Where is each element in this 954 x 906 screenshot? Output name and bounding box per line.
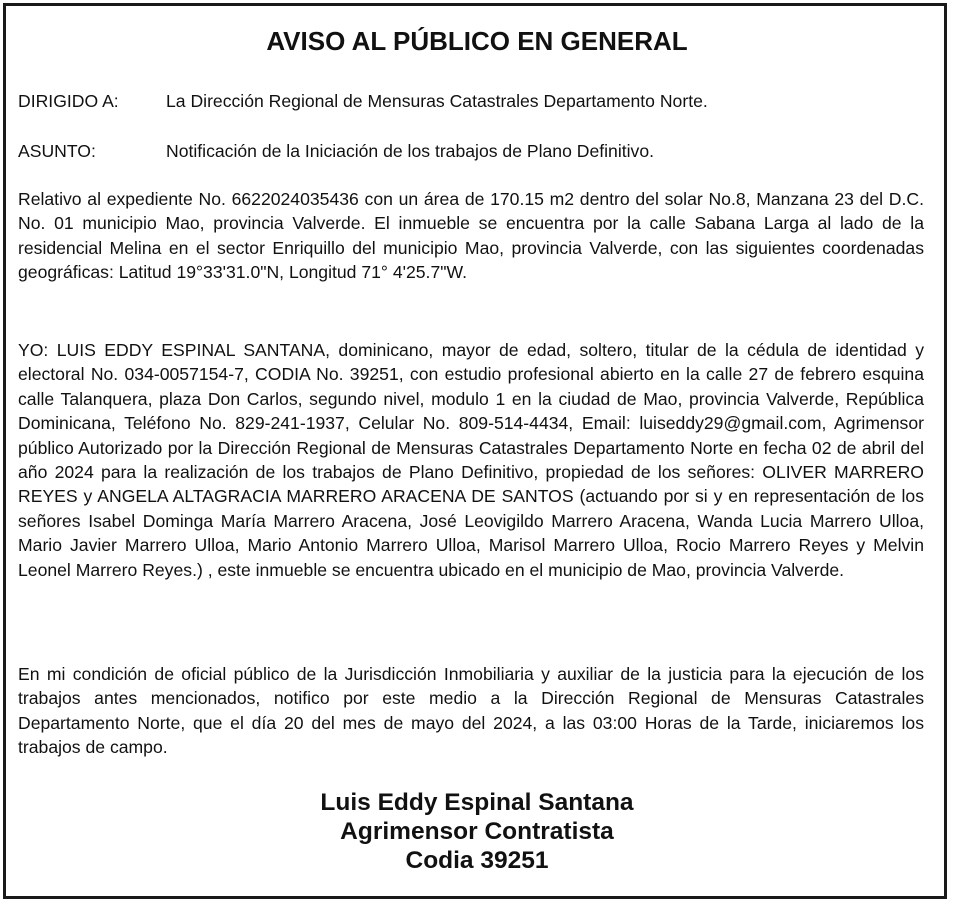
paragraph-expediente: Relativo al expediente No. 6622024035436 con un área de 170.15 m2 dentro del solar No.8, Manzana 23 del D.C. No. 01 municipio Mao, provincia Valverde. El inmueble se encuentra por la calle Sabana Larga al lado de la residencial Melina en el sector Enriquillo del municipio Mao, provincia Valverde, con las siguientes coordenadas geográficas: Latitud 19°33'31.0"N, Longitud 71° 4'25.7"W. — [18, 189, 924, 283]
addressed-label: DIRIGIDO A: — [18, 91, 119, 111]
paragraph-notification: En mi condición de oficial público de la Jurisdicción Inmobiliaria y auxiliar de la justicia para la ejecución de los trabajos antes mencionados, notifico por este medio a la Dirección Regional de Mensuras Catastrales Departamento Norte, que el día 20 del mes de mayo del 2024, a las 03:00 Horas de la Tarde, iniciaremos los trabajos de campo. — [18, 664, 924, 758]
addressed-row — [18, 91, 708, 112]
notice-title: AVISO AL PÚBLICO EN GENERAL — [266, 26, 688, 56]
subject-value: Notificación de la Iniciación de los trabajos de Plano Definitivo. — [166, 141, 655, 161]
signature-codia: Codia 39251 — [405, 847, 549, 874]
addressed-value: La Dirección Regional de Mensuras Catastrales Departamento Norte. — [166, 91, 708, 111]
paragraph-surveyor: YO: LUIS EDDY ESPINAL SANTANA, dominicano, mayor de edad, soltero, titular de la cédula de identidad y electoral No. 034-0057154-7, CODIA No. 39251, con estudio profesional abierto en la calle 27 de febrero esquina calle Talanquera, plaza Don Carlos, segundo nivel, modulo 1 en la ciudad de Mao, provincia Valverde, República Dominicana, Teléfono No. 829-241-1937, Celular No. 809-514-4434, Email: luiseddy29@gmail.com, Agrimensor público Autorizado por la Dirección Regional de Mensuras Catastrales Departamento Norte en fecha 02 de abril del año 2024 para la realización de los trabajos de Plano Definitivo, propiedad de los señores: OLIVER MARRERO REYES y ANGELA ALTAGRACIA MARRERO ARACENA DE SANTOS (actuando por si y en representación de los señores Isabel Dominga María Marrero Aracena, José Leovigildo Marrero Aracena, Wanda Lucia Marrero Ulloa, Mario Javier Marrero Ulloa, Mario Antonio Marrero Ulloa, Marisol Marrero Ulloa, Rocio Marrero Reyes y Melvin Leonel Marrero Reyes.) , este inmueble se encuentra ubicado en el municipio de Mao, provincia Valverde. — [18, 340, 924, 580]
signature-role: Agrimensor Contratista — [340, 818, 614, 845]
subject-row — [18, 141, 654, 162]
subject-label: ASUNTO: — [18, 141, 96, 161]
signature-name: Luis Eddy Espinal Santana — [320, 789, 634, 816]
